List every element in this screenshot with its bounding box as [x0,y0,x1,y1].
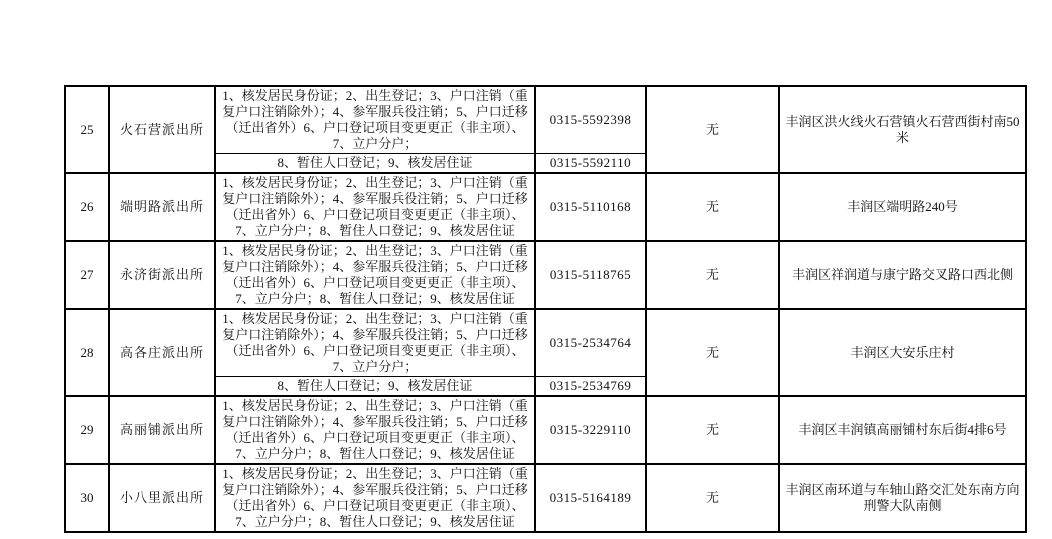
cell-services: 1、核发居民身份证；2、出生登记；3、户口注销（重复户口注销除外）；4、参军服兵役注销；5、户口迁移（迁出省外）6、户口登记项目变更更正（非主项）、7、立户分户；8、暂住人口登记；9、核发居住证 [215,173,535,241]
table-row [65,396,1026,464]
cell-na: 无 [646,464,779,532]
cell-row-number: 26 [65,173,109,241]
cell-station-name: 小八里派出所 [109,464,215,532]
cell-services: 1、核发居民身份证；2、出生登记；3、户口注销（重复户口注销除外）；4、参军服兵役注销；5、户口迁移（迁出省外）6、户口登记项目变更更正（非主项）、7、立户分户；8、暂住人口登记；9、核发居住证 [215,241,535,309]
cell-row-number: 28 [65,309,109,396]
cell-address: 丰润区端明路240号 [779,173,1026,241]
cell-na: 无 [646,241,779,309]
cell-na: 无 [646,396,779,464]
cell-phone-1: 0315-5164189 [535,464,646,532]
cell-services-part2: 8、暂住人口登记；9、核发居住证 [215,377,535,397]
cell-phone-1: 0315-5592398 [535,86,646,154]
police-stations-table [64,85,1027,533]
cell-address: 丰润区南环道与车轴山路交汇处东南方向刑警大队南侧 [779,464,1026,532]
cell-address: 丰润区洪火线火石营镇火石营西街村南50米 [779,86,1026,173]
cell-phone-2: 0315-2534769 [535,377,646,397]
cell-address: 丰润区祥润道与康宁路交叉路口西北侧 [779,241,1026,309]
cell-address: 丰润区大安乐庄村 [779,309,1026,396]
cell-row-number: 25 [65,86,109,173]
cell-services-part1: 1、核发居民身份证；2、出生登记；3、户口注销（重复户口注销除外）；4、参军服兵役注销；5、户口迁移（迁出省外）6、户口登记项目变更更正（非主项）、7、立户分户； [215,86,535,154]
cell-row-number: 30 [65,464,109,532]
cell-phone-1: 0315-3229110 [535,396,646,464]
cell-station-name: 高丽铺派出所 [109,396,215,464]
table-row [65,241,1026,309]
cell-na: 无 [646,173,779,241]
cell-na: 无 [646,86,779,173]
cell-station-name: 端明路派出所 [109,173,215,241]
cell-station-name: 永济街派出所 [109,241,215,309]
cell-station-name: 火石营派出所 [109,86,215,173]
cell-phone-1: 0315-2534764 [535,309,646,377]
cell-phone-2: 0315-5592110 [535,154,646,174]
cell-station-name: 高各庄派出所 [109,309,215,396]
cell-row-number: 27 [65,241,109,309]
cell-na: 无 [646,309,779,396]
cell-phone-1: 0315-5118765 [535,241,646,309]
cell-services: 1、核发居民身份证；2、出生登记；3、户口注销（重复户口注销除外）；4、参军服兵役注销；5、户口迁移（迁出省外）6、户口登记项目变更更正（非主项）、7、立户分户；8、暂住人口登记；9、核发居住证 [215,396,535,464]
cell-row-number: 29 [65,396,109,464]
cell-services: 1、核发居民身份证；2、出生登记；3、户口注销（重复户口注销除外）；4、参军服兵役注销；5、户口迁移（迁出省外）6、户口登记项目变更更正（非主项）、7、立户分户；8、暂住人口登记；9、核发居住证 [215,464,535,532]
table-row [65,309,1026,377]
cell-phone-1: 0315-5110168 [535,173,646,241]
table-row [65,86,1026,154]
cell-address: 丰润区丰润镇高丽铺村东后街4排6号 [779,396,1026,464]
cell-services-part1: 1、核发居民身份证；2、出生登记；3、户口注销（重复户口注销除外）；4、参军服兵役注销；5、户口迁移（迁出省外）6、户口登记项目变更更正（非主项）、7、立户分户； [215,309,535,377]
cell-services-part2: 8、暂住人口登记；9、核发居住证 [215,154,535,174]
table-row [65,173,1026,241]
table-row [65,464,1026,532]
